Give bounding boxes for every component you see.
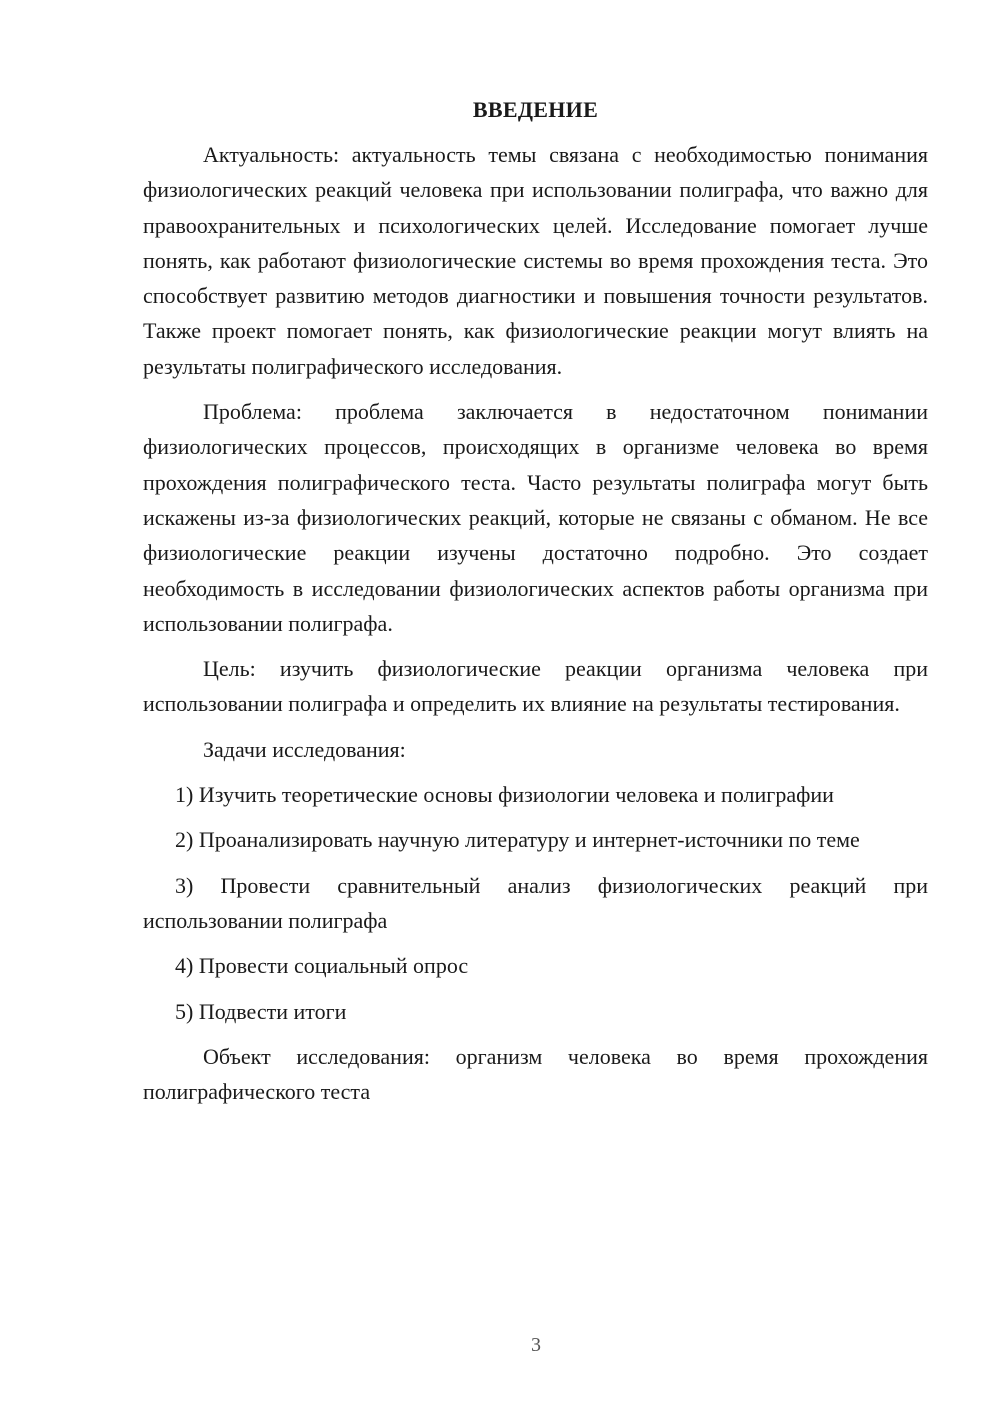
object-paragraph: Объект исследования: организм человека во время прохождения полиграфического теста bbox=[143, 1043, 928, 1105]
document-page bbox=[143, 92, 928, 1109]
page-number: 3 bbox=[531, 1334, 541, 1356]
tasks-heading: Задачи исследования: bbox=[203, 736, 406, 762]
problem-paragraph: Проблема: проблема заключается в недостаточном понимании физиологических процессов, происходящих в организме человека во время прохождения полиграфического теста. Часто результаты полиграфа могут быть искажены из-за физиологических реакций, которые не связаны с обманом. Не все физиологические реакции изучены достаточно подробно. Это создает необходимость в исследовании физиологических аспектов работы организма при использовании полиграфа. bbox=[143, 399, 928, 636]
task-item-5: 5) Подвести итоги bbox=[175, 998, 347, 1024]
goal-paragraph: Цель: изучить физиологические реакции организма человека при использовании полиграфа и определить их влияние на результаты тестирования. bbox=[143, 656, 928, 717]
section-title: ВВЕДЕНИЕ bbox=[472, 97, 599, 122]
relevance-paragraph: Актуальность: актуальность темы связана с необходимостью понимания физиологических реакций человека при использовании полиграфа, что важно для правоохранительных и психологических целей. Исследование помогает лучше понять, как работают физиологические системы во время прохождения теста. Это способствует развитию методов диагностики и повышения точности результатов. Также проект помогает понять, как физиологические реакции могут влиять на результаты полиграфического исследования. bbox=[143, 142, 928, 379]
task-item-2: 2) Проанализировать научную литературу и интернет-источники по теме bbox=[175, 827, 860, 853]
task-item-4: 4) Провести социальный опрос bbox=[175, 953, 469, 979]
task-item-1: 1) Изучить теоретические основы физиологии человека и полиграфии bbox=[175, 782, 834, 808]
task-item-3: 3) Провести сравнительный анализ физиологических реакций при использовании полиграфа bbox=[143, 872, 928, 933]
